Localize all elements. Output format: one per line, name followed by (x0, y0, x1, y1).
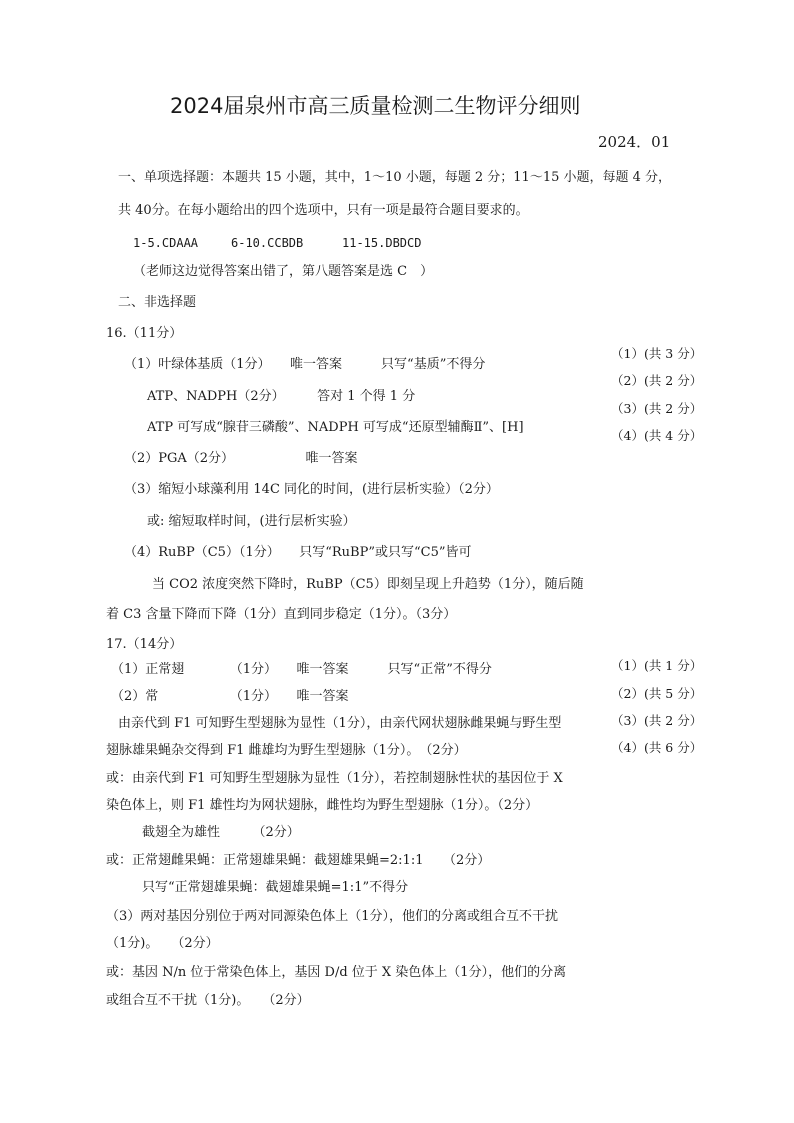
q16-header: 16.（11分） (106, 326, 183, 341)
q16-line: 着 C3 含量下降而下降（1分）直到同步稳定（1分）。（3分） (106, 607, 457, 622)
document-date: 2024．01 (598, 133, 671, 151)
q17-line: 截翅全为雄性 （2分） (142, 825, 300, 840)
q17-line: 或：基因 N/n 位于常染色体上，基因 D/d 位于 X 染色体上（1分），他们的分离 (106, 965, 567, 980)
q17-side-score: （1）(共 1 分） (611, 658, 703, 673)
q16-side-score: （1）(共 3 分） (611, 346, 703, 361)
q17-line: 或组合互不干扰（1分)。 （2分） (106, 993, 310, 1008)
teacher-note: （老师这边觉得答案出错了，第八题答案是选 C ） (133, 264, 434, 279)
q17-line: （1分)。 （2分） (106, 936, 219, 951)
answer-group-11-15: 11-15.DBDCD (342, 236, 422, 250)
q17-line: （1）正常翅 （1分） 唯一答案 只写“正常”不得分 (111, 662, 492, 677)
q17-side-score: （4）(共 6 分） (611, 740, 703, 755)
q17-side-score: （3）(共 2 分） (611, 713, 703, 728)
q16-line: 或: 缩短取样时间，(进行层析实验） (147, 514, 356, 529)
q17-line: 染色体上，则 F1 雄性均为网状翅脉，雌性均为野生型翅脉（1分）。（2分） (106, 798, 539, 813)
q16-line: 当 CO2 浓度突然下降时，RuBP（C5）即刻呈现上升趋势（1分），随后随 (152, 577, 584, 592)
section1-intro-line2: 共 40分。在每小题给出的四个选项中，只有一项是最符合题目要求的。 (118, 203, 529, 218)
q16-line: ATP、NADPH（2分） 答对 1 个得 1 分 (147, 389, 416, 404)
q16-side-score: （3）(共 2 分） (611, 401, 703, 416)
q16-side-score: （2）(共 2 分） (611, 373, 703, 388)
q16-side-score: （4）(共 4 分） (611, 428, 703, 443)
answer-group-1-5: 1-5.CDAAA (133, 236, 199, 250)
q17-line: 或：由亲代到 F1 可知野生型翅脉为显性（1分），若控制翅脉性状的基因位于 X (106, 771, 563, 786)
section1-intro-line1: 一、单项选择题：本题共 15 小题，其中，1～10 小题，每题 2 分；11～15 小题，每题 4 分， (118, 170, 672, 185)
q17-line: （3）两对基因分别位于两对同源染色体上（1分），他们的分离或组合互不干扰 (106, 909, 559, 924)
q17-line: 由亲代到 F1 可知野生型翅脉为显性（1分），由亲代网状翅脉雌果蝇与野生型 (118, 716, 562, 731)
q16-line: （3）缩短小球藻利用 14C 同化的时间，(进行层析实验）（2分） (124, 482, 499, 497)
q17-line: 只写“正常翅雄果蝇：截翅雄果蝇=1:1”不得分 (142, 880, 409, 895)
q17-line: 或：正常翅雌果蝇：正常翅雄果蝇：截翅雄果蝇=2:1:1 （2分） (106, 853, 491, 868)
q16-line: ATP 可写成“腺苷三磷酸”、NADPH 可写成“还原型辅酶Ⅱ”、[H] (147, 420, 524, 435)
section2-heading: 二、非选择题 (118, 295, 197, 310)
q16-line: （4）RuBP（C5）（1分） 只写“RuBP”或只写“C5”皆可 (124, 545, 472, 560)
q17-line: （2）常 （1分） 唯一答案 (111, 689, 349, 704)
q16-line: （2）PGA（2分） 唯一答案 (124, 451, 358, 466)
q17-header: 17.（14分） (106, 637, 183, 652)
q16-line: （1）叶绿体基质（1分） 唯一答案 只写“基质”不得分 (124, 357, 486, 372)
q17-line: 翅脉雄果蝇杂交得到 F1 雌雄均为野生型翅脉（1分）。 （2分） (106, 743, 467, 758)
page-title: 2024届泉州市高三质量检测二生物评分细则 (170, 94, 581, 118)
q17-side-score: （2）(共 5 分） (611, 686, 703, 701)
answer-group-6-10: 6-10.CCBDB (231, 236, 304, 250)
